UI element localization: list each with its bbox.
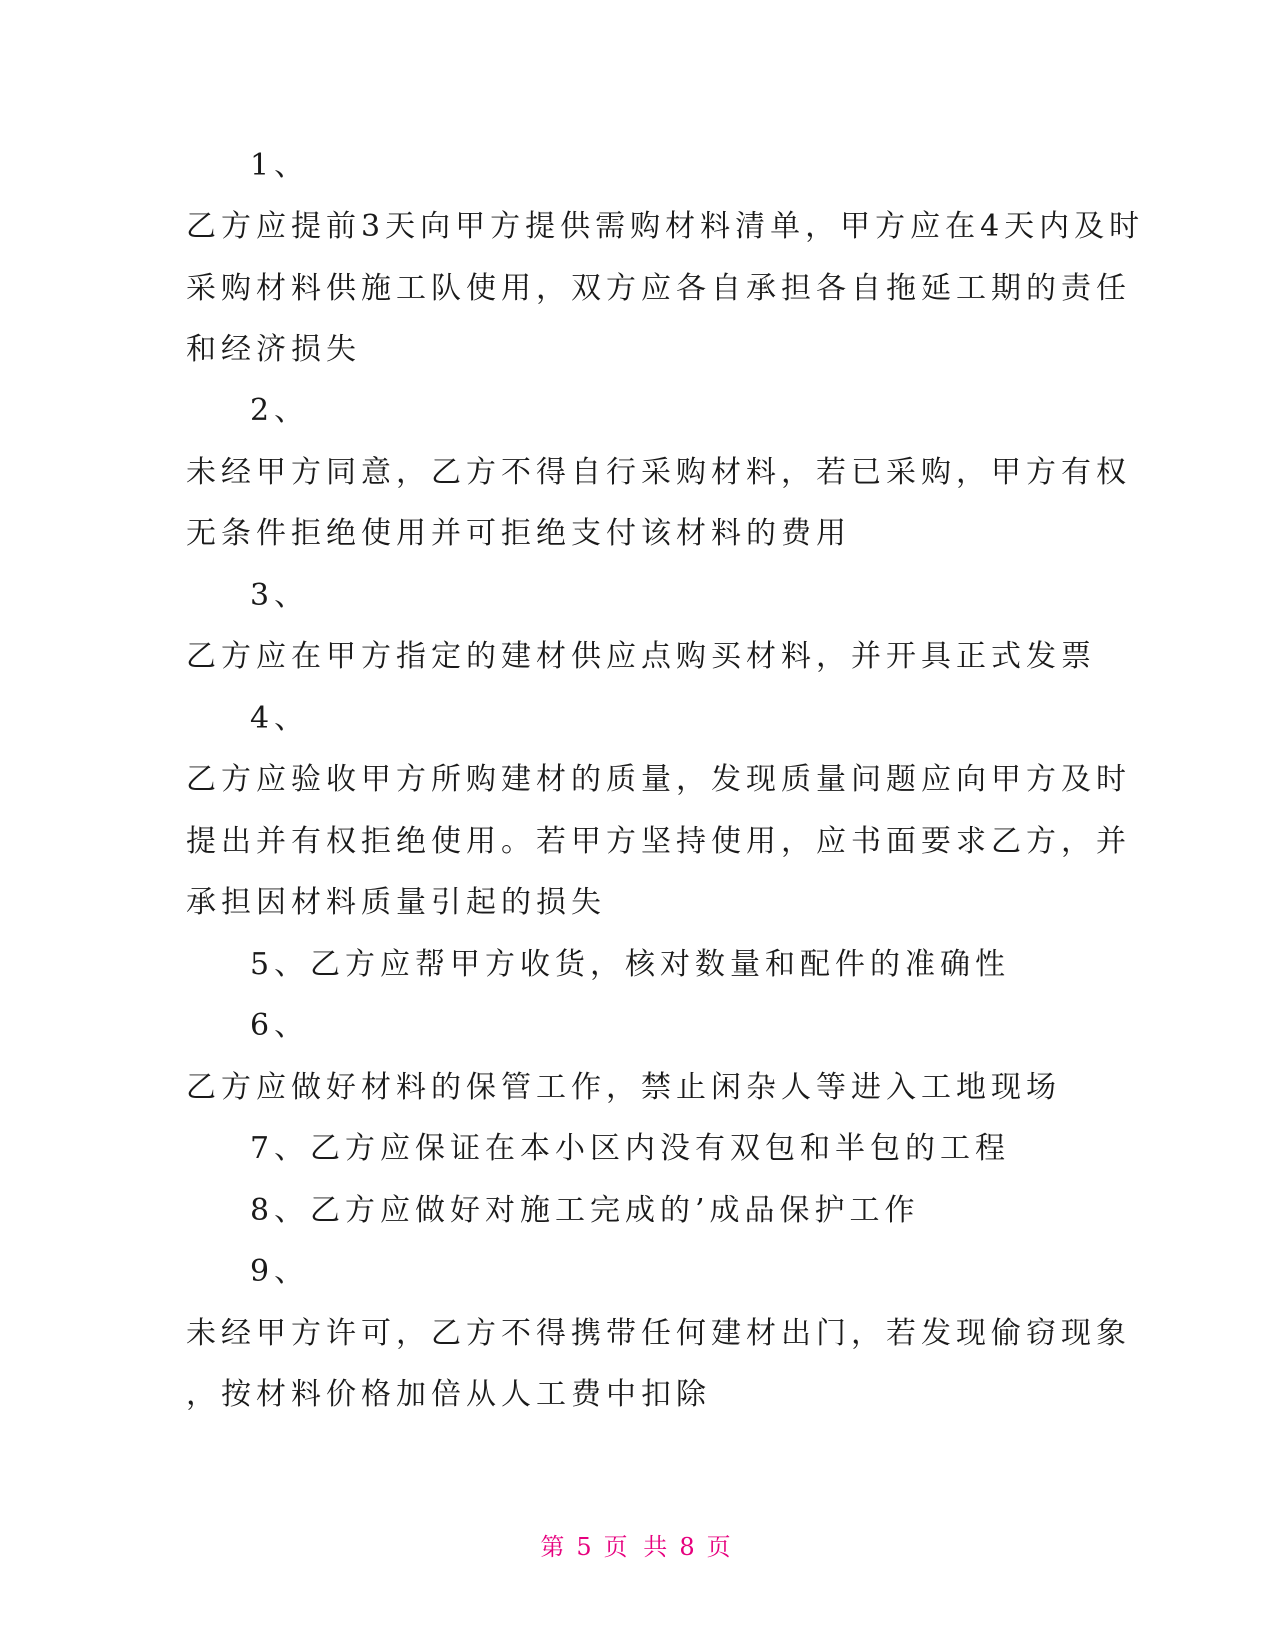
item-1-line-1: 乙方应提前3天向甲方提供需购材料清单，甲方应在4天内及时 [186, 209, 1145, 244]
item-4-line-2: 提出并有权拒绝使用。若甲方坚持使用，应书面要求乙方，并 [186, 824, 1131, 859]
item-5-text: 乙方应帮甲方收货，核对数量和配件的准确性 [310, 947, 1010, 982]
item-4-number: 4、 [250, 701, 310, 736]
page-footer [0, 1527, 1275, 1562]
footer-total-pages: 8 [679, 1533, 699, 1561]
item-3-line-1: 乙方应在甲方指定的建材供应点购买材料，并开具正式发票 [186, 639, 1096, 674]
item-2-line-2: 无条件拒绝使用并可拒绝支付该材料的费用 [186, 516, 851, 551]
item-9-line-1: 未经甲方许可，乙方不得携带任何建材出门，若发现偷窃现象 [186, 1316, 1131, 1351]
item-2-line-1: 未经甲方同意，乙方不得自行采购材料，若已采购，甲方有权 [186, 455, 1131, 490]
footer-suffix: 页 [706, 1533, 735, 1561]
item-4-line-1: 乙方应验收甲方所购建材的质量，发现质量问题应向甲方及时 [186, 762, 1131, 797]
item-7-text: 乙方应保证在本小区内没有双包和半包的工程 [310, 1131, 1010, 1166]
item-6-number: 6、 [250, 1008, 310, 1043]
item-2-number: 2、 [250, 393, 310, 428]
footer-current-page: 5 [576, 1533, 596, 1561]
item-3-number: 3、 [250, 578, 310, 613]
item-8-number: 8、 [250, 1193, 310, 1228]
item-1-line-3: 和经济损失 [186, 332, 361, 367]
item-5-number: 5、 [250, 947, 310, 982]
item-7-number: 7、 [250, 1131, 310, 1166]
item-4-line-3: 承担因材料质量引起的损失 [186, 885, 606, 920]
item-8-text: 乙方应做好对施工完成的’成品保护工作 [310, 1193, 920, 1228]
item-9-line-2: ，按材料价格加倍从人工费中扣除 [186, 1377, 711, 1412]
item-1-line-2: 采购材料供施工队使用，双方应各自承担各自拖延工期的责任 [186, 271, 1131, 306]
item-6-line-1: 乙方应做好材料的保管工作，禁止闲杂人等进入工地现场 [186, 1070, 1061, 1105]
footer-middle: 页 共 [603, 1533, 672, 1561]
item-1-number: 1、 [250, 148, 310, 183]
item-9-number: 9、 [250, 1254, 310, 1289]
footer-prefix: 第 [540, 1533, 569, 1561]
